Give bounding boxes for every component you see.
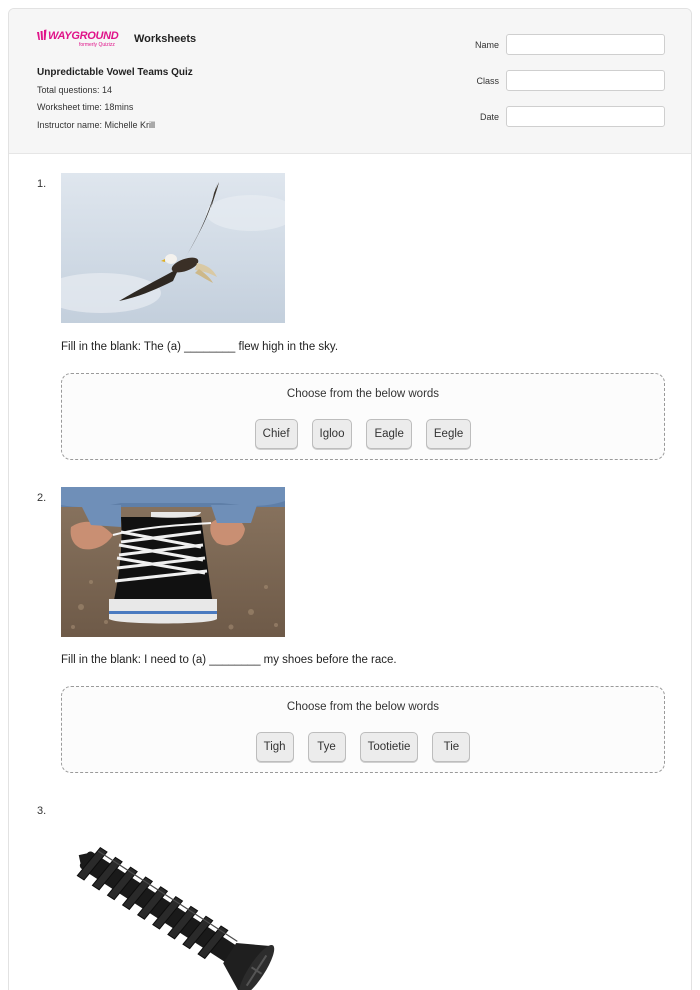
question-prompt: Fill in the blank: The (a) ________ flew high in the sky.: [61, 341, 339, 353]
class-field[interactable]: [506, 70, 665, 91]
word-bank-options: [62, 732, 664, 762]
brand-logo-text: WAYGROUND: [48, 30, 119, 42]
question-prompt: Fill in the blank: I need to (a) ________ my shoes before the race.: [61, 654, 397, 666]
date-label: Date: [479, 112, 499, 122]
option-chip[interactable]: Eagle: [366, 419, 411, 449]
option-chip[interactable]: Tye: [308, 732, 346, 762]
wayground-logo-icon: [37, 29, 47, 43]
word-bank-title: Choose from the below words: [286, 701, 440, 713]
question-number: 3.: [37, 805, 47, 817]
name-field[interactable]: [506, 34, 665, 55]
question-number: 1.: [37, 178, 47, 190]
instructor-name: Instructor name: Michelle Krill: [37, 120, 156, 130]
screw-photo: [61, 835, 285, 990]
option-chip[interactable]: Tie: [432, 732, 470, 762]
eagle-photo: [61, 173, 285, 323]
option-chip[interactable]: Tootietie: [360, 732, 419, 762]
worksheet-page: [8, 8, 692, 990]
class-label: Class: [476, 76, 499, 86]
question-number: 2.: [37, 492, 47, 504]
option-chip[interactable]: Tigh: [256, 732, 294, 762]
option-chip[interactable]: Eegle: [426, 419, 471, 449]
quiz-title: Unpredictable Vowel Teams Quiz: [37, 67, 193, 78]
name-label: Name: [474, 40, 499, 50]
worksheet-header: [9, 9, 692, 154]
option-chip[interactable]: Chief: [255, 419, 298, 449]
word-bank-options: [62, 419, 664, 449]
brand-logo-subtext: formerly Quizizz: [79, 42, 115, 48]
word-bank: [61, 686, 665, 773]
word-bank-title: Choose from the below words: [286, 388, 440, 400]
total-questions: Total questions: 14: [37, 85, 113, 95]
option-chip[interactable]: Igloo: [312, 419, 353, 449]
date-field[interactable]: [506, 106, 665, 127]
brand-title: Worksheets: [134, 33, 197, 45]
worksheet-time: Worksheet time: 18mins: [37, 102, 134, 112]
shoelace-photo: [61, 487, 285, 637]
word-bank: [61, 373, 665, 460]
